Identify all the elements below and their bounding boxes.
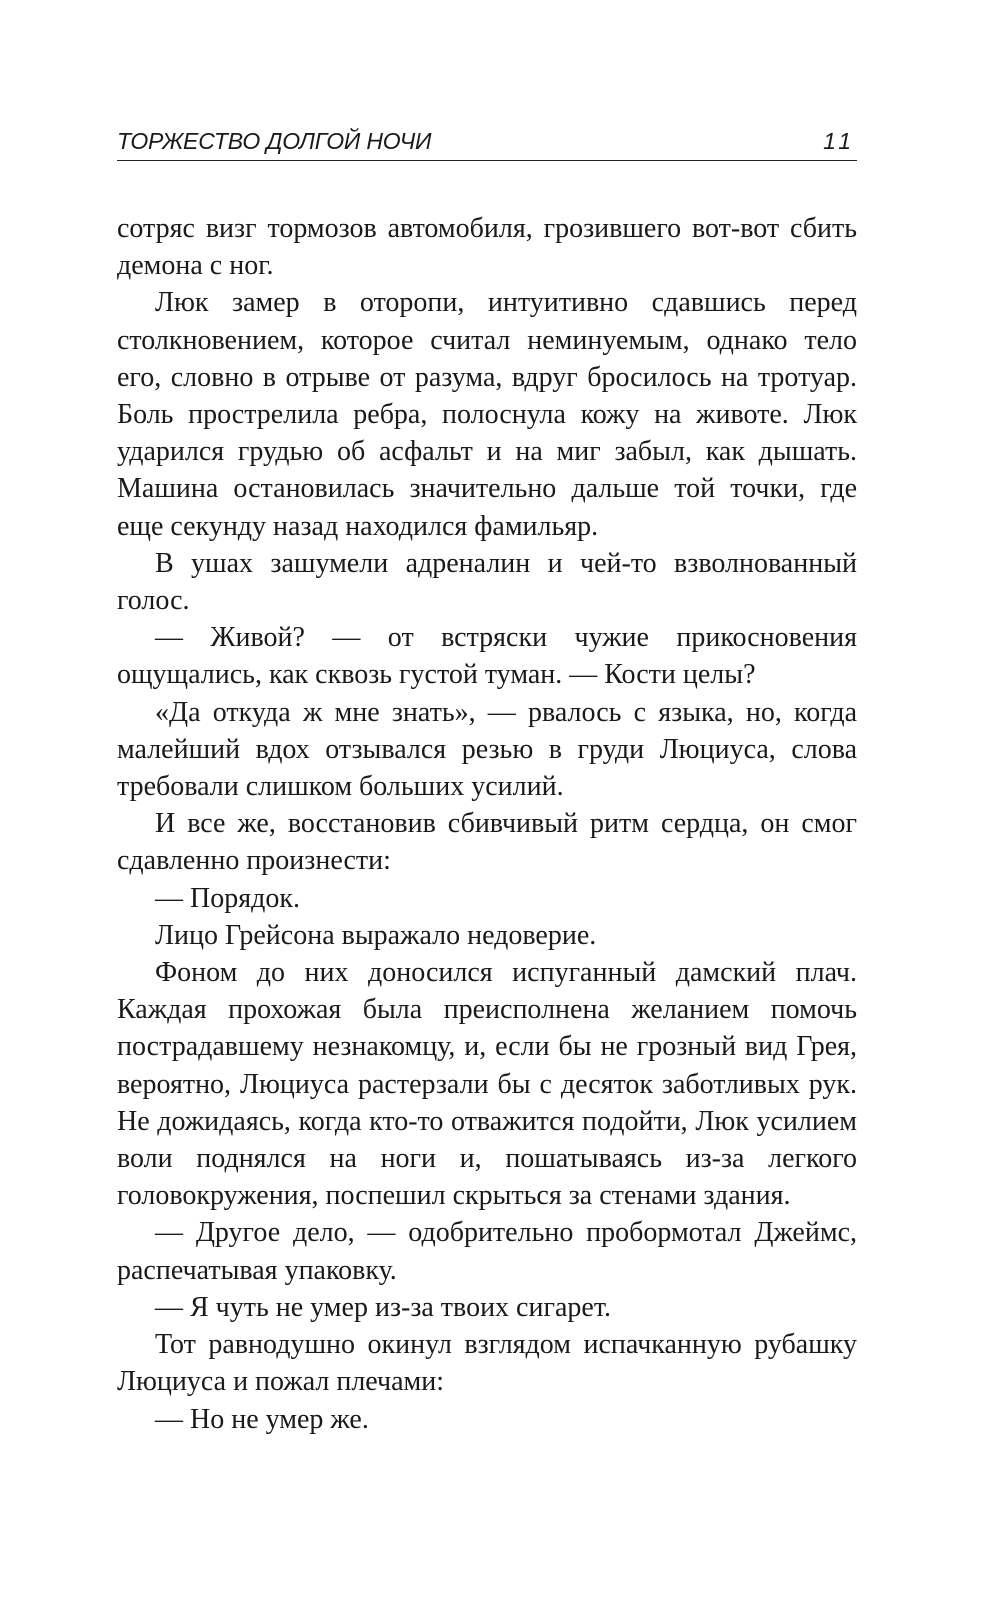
paragraph: «Да откуда ж мне знать», — рвалось с языка, но, когда малейший вдох отзывался резью в груди Люциуса, слова требовали слишком больших усилий. <box>117 696 857 803</box>
body-text <box>117 210 857 1438</box>
dialogue-paragraph: — Порядок. <box>155 882 300 914</box>
dialogue-paragraph: — Другое дело, — одобрительно пробормотал Джеймс, распечатывая упаковку. <box>117 1217 857 1286</box>
paragraph: Лицо Грейсона выражало недоверие. <box>155 919 597 951</box>
paragraph: Люк замер в оторопи, интуитивно сдавшись перед столкновением, которое считал неминуемым, однако тело его, словно в отрыве от разума, вдруг бросилось на тротуар. Боль прострелила ребра, полоснула кожу на животе. Люк ударился грудью об асфальт и на миг забыл, как дышать. Машина остановилась значительно дальше той точки, где еще секунду назад находился фамильяр. <box>117 287 857 542</box>
dialogue-paragraph: — Я чуть не умер из-за твоих сигарет. <box>155 1291 611 1323</box>
running-header <box>117 118 857 161</box>
running-title: ТОРЖЕСТВО ДОЛГОЙ НОЧИ <box>117 128 432 154</box>
dialogue-paragraph: — Но не умер же. <box>155 1403 369 1435</box>
dialogue-paragraph: — Живой? — от встряски чужие прикосновения ощущались, как сквозь густой туман. — Кости целы? <box>117 622 857 691</box>
paragraph: В ушах зашумели адреналин и чей-то взволнованный голос. <box>117 547 857 617</box>
paragraph: сотряс визг тормозов автомобиля, грозившего вот-вот сбить демона с ног. <box>117 213 857 282</box>
paragraph: И все же, восстановив сбивчивый ритм сердца, он смог сдавленно произнести: <box>117 808 857 877</box>
paragraph: Фоном до них доносился испуганный дамский плач. Каждая прохожая была преисполнена желанием помочь пострадавшему незнакомцу, и, если бы не грозный вид Грея, вероятно, Люциуса растерзали бы с десяток заботливых рук. Не дожидаясь, когда кто-то отважится подойти, Люк усилием воли поднялся на ноги и, пошатываясь из-за легкого головокружения, поспешил скрыться за стенами здания. <box>117 957 857 1212</box>
paragraph: Тот равнодушно окинул взглядом испачканную рубашку Люциуса и пожал плечами: <box>117 1329 857 1398</box>
page-number: 11 <box>823 128 855 154</box>
